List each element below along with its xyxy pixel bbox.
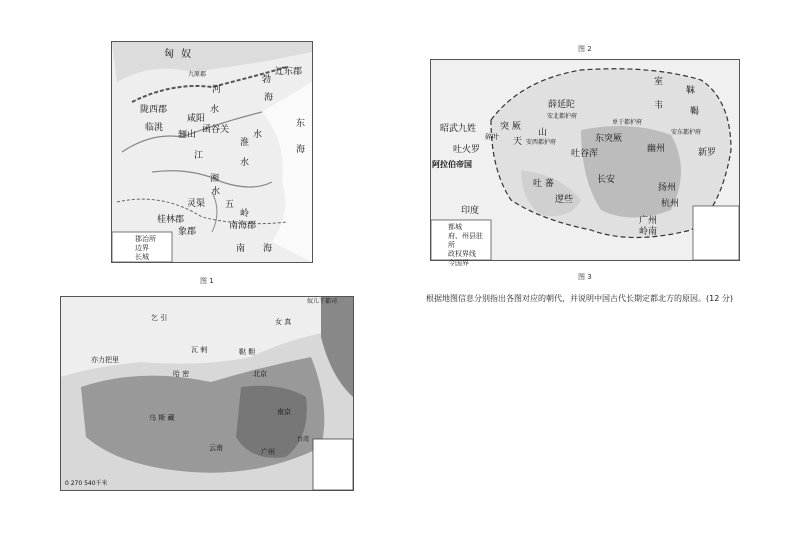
label-taiwan: 台湾	[297, 436, 310, 443]
label-andong: 安东都护府	[671, 129, 702, 136]
label-wei: 韦	[654, 101, 664, 111]
label-lintao: 临洮	[145, 123, 164, 133]
label-han: 哈 密	[173, 370, 190, 378]
label-dada: 鞑 靼	[239, 348, 256, 356]
label-lingnan: 岭南	[639, 227, 658, 237]
label-shiwu: 室	[654, 77, 664, 87]
label-wusizang: 乌 斯 藏	[149, 414, 175, 422]
label-yikeli: 亦力把里	[91, 356, 119, 364]
label-ling: 岭	[240, 209, 250, 219]
label-beijing: 北京	[253, 370, 267, 378]
label-suiye: 碎叶	[485, 133, 499, 141]
label-jiuyuan: 九原郡	[188, 71, 207, 78]
label-guilin: 桂林郡	[157, 215, 185, 225]
legend-item: 郡治所	[135, 235, 156, 243]
label-wala: 瓦 剌	[191, 346, 208, 354]
label-jie: 鞨	[690, 107, 700, 117]
label-he: 河	[212, 85, 222, 95]
label-bo: 勃	[262, 75, 272, 85]
label-dong: 东	[296, 119, 306, 129]
label-tuyuhun: 吐谷浑	[571, 149, 599, 159]
label-changan: 长安	[597, 175, 616, 185]
legend-item: 都城	[448, 223, 462, 231]
label-nanhai-jun: 南海郡	[229, 221, 257, 231]
label-hangzhou: 杭州	[661, 199, 680, 209]
legend-item: 今国界	[448, 259, 469, 267]
label-xiongnu: 匈 奴	[164, 49, 194, 60]
label-liaodong: 辽东郡	[275, 67, 303, 77]
label-yunnan: 云南	[209, 444, 223, 452]
label-lingqu: 灵渠	[187, 199, 206, 209]
label-xiangjun: 象郡	[178, 227, 197, 237]
label-shui3: 水	[240, 158, 250, 168]
label-shan: 山	[538, 128, 548, 138]
map2-legend	[433, 222, 491, 269]
label-anbei: 安北都护府	[547, 113, 578, 120]
map-tang	[430, 59, 740, 267]
label-shanyu: 单于都护府	[612, 119, 643, 126]
label-anxi: 安西都护府	[526, 139, 557, 146]
caption-fig3: 图 3	[578, 273, 592, 281]
label-guangdong: 广州	[261, 448, 275, 456]
label-tuhuoluo: 吐火罗	[453, 145, 481, 155]
label-longxi: 陇西郡	[140, 105, 168, 115]
map-qin	[111, 41, 313, 263]
label-yangzhou: 扬州	[658, 183, 677, 193]
legend-item: 府、州县驻所	[448, 232, 483, 249]
label-bohai-hai: 海	[264, 93, 274, 103]
label-guangzhou: 广州	[639, 216, 658, 226]
label-tubo: 吐 蕃	[533, 179, 554, 189]
map-ming-drawing	[61, 297, 353, 490]
legend-item: 边界	[135, 244, 149, 252]
label-nurgan: 奴儿干都司	[307, 298, 338, 305]
label-tujue: 突 厥	[500, 122, 521, 132]
label-jiang: 江	[194, 151, 204, 161]
label-xianyang: 咸阳	[187, 114, 206, 124]
label-dongtujue: 东突厥	[595, 134, 623, 144]
label-xueyantuo: 薛延陀	[548, 100, 576, 110]
label-shui4: 水	[211, 187, 221, 197]
label-ru: 女 真	[275, 318, 292, 326]
label-luoxie: 逻些	[555, 195, 574, 205]
map1-legend	[114, 234, 174, 263]
label-mohe: 靺	[686, 86, 696, 96]
label-shui1: 水	[210, 105, 220, 115]
caption-fig1: 图 1	[200, 277, 214, 285]
map-ming	[60, 296, 354, 491]
label-india: 印度	[461, 206, 480, 216]
label-huai: 淮	[240, 138, 250, 148]
label-hai-south: 海	[263, 244, 273, 254]
label-arab: 阿拉伯帝国	[432, 160, 472, 169]
label-shui2: 水	[253, 130, 263, 140]
label-youzhou: 幽州	[647, 144, 666, 154]
label-xinluo: 新罗	[698, 148, 717, 158]
label-xiang: 湘	[210, 174, 220, 184]
legend-item: 政权界线	[448, 250, 476, 258]
label-lishan: 骊山	[178, 130, 197, 140]
label-donghai-hai: 海	[296, 145, 306, 155]
scale-bar: 0 270 540千米	[65, 480, 108, 487]
caption-fig2: 图 2	[578, 45, 592, 53]
label-tian: 天	[513, 137, 523, 147]
question-text: 根据地图信息分别指出各图对应的朝代，并说明中国古代长期定都北方的原因。(12 分)	[426, 294, 733, 303]
legend-item: 长城	[135, 253, 149, 261]
label-nan: 南	[236, 244, 246, 254]
label-nanjing: 南京	[277, 408, 291, 416]
label-zhaowu: 昭武九姓	[440, 124, 477, 134]
label-hangu: 函谷关	[202, 125, 230, 135]
label-kedi: 乞 引	[151, 314, 168, 322]
label-wu: 五	[225, 200, 235, 210]
